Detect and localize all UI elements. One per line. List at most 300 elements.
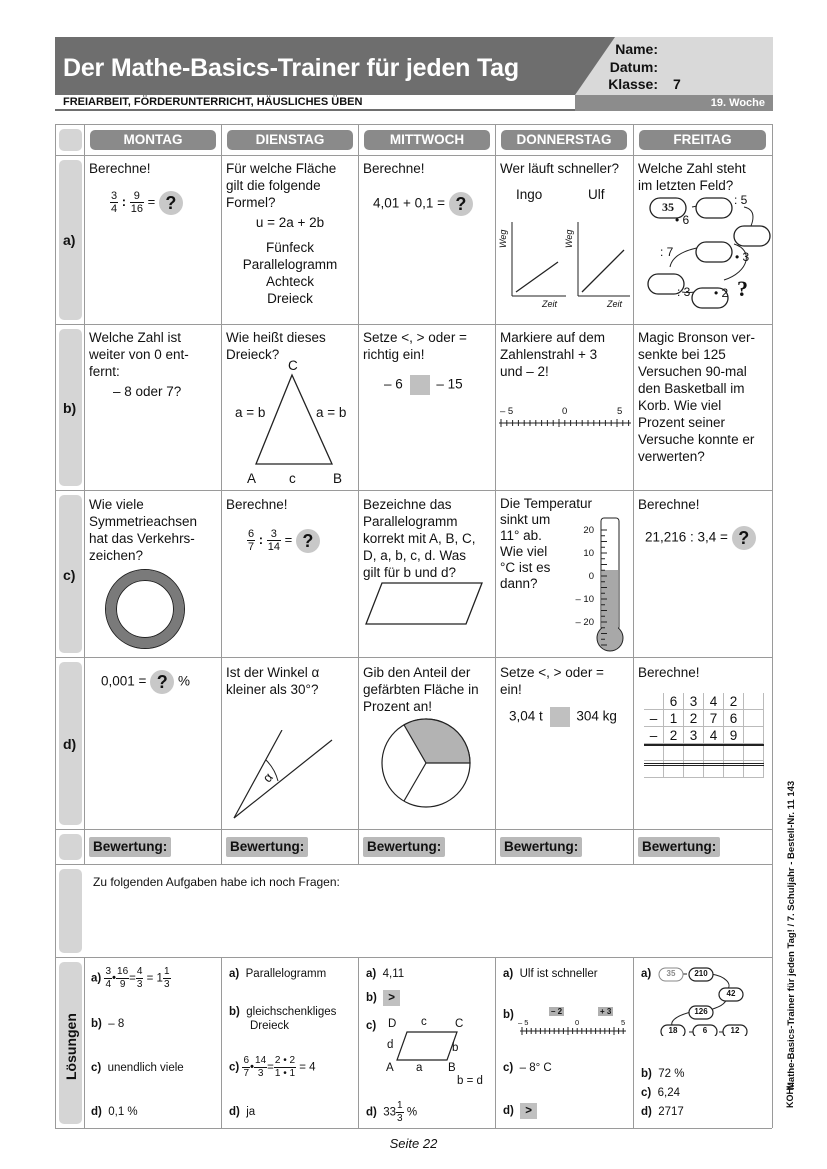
fraction: [242, 1055, 250, 1080]
answer: gleichschenkliges: [246, 1006, 337, 1018]
unit: %: [177, 673, 190, 689]
operator: :: [258, 531, 264, 547]
d-mon-expression: [101, 670, 190, 694]
answer-box[interactable]: [550, 707, 570, 727]
text-line: Magic Bronson ver-: [638, 330, 756, 345]
equals: =: [147, 193, 156, 209]
tick-label: 5: [621, 1018, 626, 1027]
row-label-d: [59, 662, 82, 825]
sol-thu-d: [503, 1103, 537, 1119]
denominator: 3: [397, 1113, 403, 1124]
denominator: 3: [163, 979, 170, 990]
tick-label: 0: [575, 1018, 580, 1027]
denominator: 3: [257, 1068, 264, 1079]
para-label-d: d: [387, 1039, 394, 1051]
text-line: Wie viel: [500, 544, 548, 559]
grid-cell: [744, 727, 764, 744]
text-line: fernt:: [89, 364, 120, 379]
text-line: Welche Zahl ist: [89, 330, 182, 345]
chain-node: 35: [666, 969, 676, 978]
unit: %: [406, 1106, 418, 1119]
row-label-c-text: c): [63, 567, 76, 583]
grid-cell: 4: [704, 727, 724, 744]
a-fri-question: [638, 160, 746, 194]
para-label-A: A: [386, 1062, 394, 1074]
numerator: 6: [243, 1055, 249, 1066]
grid-top: [55, 124, 772, 125]
option: Fünfeck: [265, 240, 315, 255]
fraction: [136, 966, 144, 991]
text-line: Formel?: [226, 195, 276, 210]
a-thu-name-ingo: Ingo: [516, 187, 543, 202]
text-line: 11° ab.: [500, 528, 542, 543]
a-thu-name-ulf: Ulf: [588, 187, 605, 202]
answer: 0,1 %: [108, 1106, 138, 1118]
grid-col: [84, 957, 85, 1128]
text-line: Symmetrieachsen: [89, 514, 198, 529]
text-line: D, a, b, c, d. Was: [363, 548, 467, 563]
text-line: Zahlenstrahl + 3: [500, 347, 598, 362]
label: d): [503, 1105, 514, 1118]
day-header-tuesday: DIENSTAG: [227, 130, 353, 150]
triangle-side-right: a = b: [316, 405, 347, 420]
label: b): [229, 1006, 240, 1018]
questions-area[interactable]: [88, 895, 768, 950]
label: b): [366, 992, 377, 1005]
b-fri-question: [638, 329, 755, 465]
text-line: zeichen?: [89, 548, 144, 563]
subtraction-grid: [644, 693, 768, 775]
denominator: 9: [119, 979, 126, 990]
grid-line: [55, 829, 772, 830]
grid-bottom: [55, 1128, 772, 1129]
grid-cell: 7: [704, 710, 724, 727]
text-line: sinkt um: [500, 512, 551, 527]
grid-line: [55, 490, 772, 491]
a-wed-expression: [373, 192, 473, 216]
grid-cell: 6: [724, 710, 744, 727]
rating-thursday: Bewertung:: [500, 837, 582, 857]
solution-number-line: [518, 1025, 628, 1037]
grid-cell: 2: [664, 727, 684, 744]
row-label-d-text: d): [63, 736, 77, 752]
triangle-vertex-a: A: [247, 471, 257, 486]
label: b): [91, 1018, 102, 1030]
label: d): [229, 1106, 240, 1118]
numerator: 16: [117, 966, 129, 977]
grid-cell: [744, 693, 764, 710]
denominator: 1 • 1: [274, 1068, 296, 1079]
question-mark-icon: ?: [732, 526, 756, 550]
right-value: 304 kg: [576, 708, 617, 724]
left-value: – 6: [384, 376, 403, 392]
tick-label: 5: [617, 406, 623, 417]
right-value: – 15: [436, 376, 463, 392]
sol-thu-c: [503, 1061, 552, 1075]
sol-mon-b: [91, 1017, 124, 1031]
denominator: 16: [130, 203, 143, 215]
sol-wed-a: [366, 967, 404, 981]
row-label-solutions: [59, 962, 82, 1124]
a-mon-title: Berechne!: [89, 161, 151, 176]
text-line: verwerten?: [638, 449, 705, 464]
sol-fri-d: [641, 1105, 684, 1119]
day-header-friday: FREITAG: [639, 130, 766, 150]
question-mark-icon: ?: [449, 192, 473, 216]
denominator: 7: [243, 1068, 249, 1079]
thermo-label: 0: [588, 571, 594, 582]
row-label-b-text: b): [63, 400, 77, 416]
text-line: hat das Verkehrs-: [89, 531, 195, 546]
grid-col: [358, 957, 359, 1128]
option: Dreieck: [267, 291, 313, 306]
tick-label: – 5: [518, 1018, 529, 1027]
text-line: Korb. Wie viel: [638, 398, 722, 413]
grid-right: [772, 124, 773, 1128]
fraction: [247, 528, 255, 553]
sol-fri-b: [641, 1067, 684, 1081]
answer: 4,11: [382, 968, 405, 980]
label: a): [503, 968, 514, 980]
name-label: Name:: [615, 41, 658, 57]
d-wed-question: [363, 664, 479, 715]
label: a): [229, 968, 240, 980]
x-axis-label: Zeit: [542, 299, 558, 309]
answer: 33: [383, 1106, 397, 1119]
grid-cell: 3: [684, 727, 704, 744]
label: c): [91, 1062, 102, 1074]
rating-wednesday: Bewertung:: [363, 837, 445, 857]
thermo-label: – 10: [575, 594, 594, 605]
answer: Parallelogramm: [245, 968, 327, 980]
grid-cell: [644, 744, 664, 761]
fraction: [130, 190, 144, 215]
chain-node: 12: [730, 1026, 740, 1035]
tick-label: – 5: [500, 406, 514, 417]
label: d): [641, 1106, 652, 1118]
left-value: 3,04 t: [509, 708, 543, 724]
numerator: 3: [111, 190, 118, 202]
text-line: Prozent an!: [363, 699, 433, 714]
y-axis-label: Weg: [498, 229, 508, 248]
row-label-a-text: a): [63, 232, 76, 248]
grid-cell: [664, 744, 684, 761]
thermo-label: 20: [583, 525, 594, 536]
text-line: richtig ein!: [363, 347, 425, 362]
text-line: und – 2!: [500, 364, 549, 379]
answer: Ulf ist schneller: [519, 968, 598, 980]
grid-line: [55, 657, 772, 658]
numerator: 9: [130, 190, 144, 203]
row-label-b: [59, 329, 82, 486]
text-line: dann?: [500, 576, 538, 591]
questions-prompt: Zu folgenden Aufgaben habe ich noch Fragen:: [93, 875, 340, 889]
label: a): [91, 972, 102, 985]
a-mon-expression: [110, 190, 183, 215]
grid-cell: 2: [684, 710, 704, 727]
week-badge: 19. Woche: [575, 95, 773, 111]
numerator: 14: [255, 1055, 267, 1066]
question-mark-icon: ?: [159, 191, 183, 215]
label: a): [366, 968, 377, 980]
grid-cell: –: [644, 727, 664, 744]
triangle-vertex-c: C: [288, 358, 298, 373]
text-line: weiter von 0 ent-: [89, 347, 189, 362]
triangle-side-c: c: [289, 471, 296, 486]
answer: 72 %: [658, 1068, 685, 1080]
text-line: Wie viele: [89, 497, 144, 512]
numerator: 1: [163, 966, 170, 977]
text-line: Gib den Anteil der: [363, 665, 471, 680]
pie-diagram: [380, 717, 472, 809]
parallelogram-shape: [364, 580, 494, 628]
text-line: Markiere auf dem: [500, 330, 606, 345]
numerator: 1: [397, 1100, 403, 1111]
fraction: [163, 966, 171, 991]
numerator: 4: [136, 966, 143, 977]
page-title: Der Mathe-Basics-Trainer für jeden Tag: [63, 54, 519, 82]
sol-thu-a: [503, 967, 598, 981]
answer: ja: [246, 1106, 256, 1118]
a-tue-question: [226, 160, 336, 211]
alpha-label: α: [259, 769, 276, 786]
grid-cell: 9: [724, 727, 744, 744]
c-fri-expression: [645, 526, 756, 550]
result: = 1: [146, 972, 163, 985]
answer: 2717: [658, 1106, 684, 1118]
grid-cell: [744, 744, 764, 761]
answer: – 8° C: [519, 1062, 552, 1074]
c-fri-title: Berechne!: [638, 497, 700, 512]
denominator: 4: [105, 979, 111, 990]
day-header-wednesday: MITTWOCH: [364, 130, 490, 150]
traffic-sign-icon: [104, 568, 186, 650]
numerator: 3: [105, 966, 111, 977]
grid-cell: [744, 710, 764, 727]
b-wed-compare: [384, 375, 463, 395]
a-tue-formula: u = 2a + 2b: [255, 215, 325, 230]
grid-cell: 6: [664, 693, 684, 710]
text-line: kleiner als 30°?: [226, 682, 319, 697]
para-label-B: B: [448, 1062, 456, 1074]
question-mark-icon: ?: [296, 529, 320, 553]
chain-node: 6: [702, 1026, 708, 1035]
fraction: [254, 1055, 267, 1080]
text-line: gilt die folgende: [226, 178, 321, 193]
chain-node: 18: [668, 1026, 678, 1035]
label: b): [641, 1068, 652, 1080]
triangle-vertex-b: B: [333, 471, 343, 486]
sol-mon-d: [91, 1105, 138, 1119]
numerator: 2 • 2: [274, 1055, 296, 1066]
sol-wed-d: [366, 1100, 417, 1125]
grid-cell: 2: [724, 693, 744, 710]
answer-box[interactable]: [410, 375, 430, 395]
c-tue-expression: [247, 528, 320, 553]
row-label-bewertung: [59, 834, 82, 860]
text-line: korrekt mit A, B, C,: [363, 531, 476, 546]
chain-op: • 3: [735, 250, 750, 264]
text-line: Setze <, > oder =: [500, 665, 604, 680]
grid-line: [55, 864, 772, 865]
d-fri-title: Berechne!: [638, 665, 700, 680]
klasse-label: Klasse:: [608, 76, 658, 92]
sol-thu-b-label: [503, 1008, 514, 1022]
answer: Dreieck: [250, 1020, 289, 1032]
klasse-value: 7: [673, 76, 681, 92]
datum-label: Datum:: [609, 58, 658, 75]
rating-friday: Bewertung:: [638, 837, 720, 857]
thermo-label: – 20: [575, 617, 594, 628]
d-thu-question: [500, 664, 604, 698]
numerator: 3: [267, 528, 281, 541]
marker-minus-2: – 2: [551, 1007, 563, 1016]
para-label-C: C: [455, 1018, 464, 1030]
y-axis-label: Weg: [564, 229, 574, 248]
sol-wed-b: [366, 990, 400, 1006]
solutions-label: Lösungen: [63, 1013, 79, 1080]
double-line: [644, 763, 764, 766]
chain-node: 210: [694, 969, 708, 978]
page-number: Seite 22: [389, 1136, 438, 1151]
text-line: Parallelogramm: [363, 514, 458, 529]
text-line: Ist der Winkel α: [226, 665, 320, 680]
triangle-side-left: a = b: [235, 405, 266, 420]
option: Achteck: [265, 274, 315, 289]
chain-op: : 5: [734, 193, 748, 207]
b-thu-question: [500, 329, 605, 380]
b-wed-question: [363, 329, 467, 363]
x-axis-label: Zeit: [607, 299, 623, 309]
header-labels: [606, 41, 658, 94]
answer: – 8: [108, 1018, 125, 1030]
operator: :: [121, 193, 127, 209]
b-mon-choice: – 8 oder 7?: [113, 384, 182, 399]
sol-fri-a-label: [641, 967, 651, 981]
numerator: 6: [248, 528, 255, 540]
fraction: [116, 966, 129, 991]
fraction: [396, 1100, 404, 1125]
sol-tue-b: [229, 1005, 336, 1033]
a-wed-title: Berechne!: [363, 161, 425, 176]
text-line: den Basketball im: [638, 381, 745, 396]
label: c): [366, 1020, 377, 1032]
answer: >: [383, 990, 400, 1006]
text-line: °C ist es: [500, 560, 551, 575]
grid-line: [55, 155, 772, 156]
d-tue-question: [226, 664, 319, 698]
chain-node: 42: [726, 989, 736, 998]
number-line: [497, 415, 633, 431]
text-line: senkte bei 125: [638, 347, 726, 362]
fraction: [104, 966, 112, 991]
grid-col: [633, 957, 634, 1128]
grid-col: [358, 124, 359, 864]
text-line: Die Temperatur: [500, 496, 593, 511]
sol-fri-c: [641, 1086, 680, 1100]
para-label-D: D: [388, 1018, 397, 1030]
a-tue-options: [222, 239, 358, 307]
para-label-b: b: [452, 1042, 459, 1054]
c-tue-title: Berechne!: [226, 497, 288, 512]
label: d): [366, 1106, 377, 1119]
label: c): [229, 1061, 240, 1074]
sol-mon-a: a) $\frac{3}{4}$ • $\frac{16}{9}$ = $\frac{4}{3}$ = 1 $\frac{1}{3}$: [91, 966, 170, 990]
grid-cell: [684, 744, 704, 761]
fraction: [110, 190, 118, 215]
grid-col: [221, 957, 222, 1128]
day-header-thursday: DONNERSTAG: [501, 130, 627, 150]
result-line: [644, 744, 764, 746]
expression: 21,216 : 3,4 =: [645, 529, 728, 545]
c-wed-question: [363, 496, 476, 581]
b-tue-question: [226, 329, 326, 363]
row-label-c: [59, 495, 82, 653]
sol-tue-d: [229, 1105, 255, 1119]
label: c): [641, 1087, 652, 1099]
grid-left: [55, 124, 56, 1128]
question-mark-icon: ?: [150, 670, 174, 694]
c-mon-question: [89, 496, 197, 564]
row-label-questions: [59, 869, 82, 953]
denominator: 4: [111, 203, 118, 215]
text-line: Prozent seiner: [638, 415, 726, 430]
grid-cell: [644, 693, 664, 710]
chain-question-mark: ?: [737, 276, 748, 301]
text-line: Für welche Fläche: [226, 161, 337, 176]
grid-cell: [724, 744, 744, 761]
tick-label: 0: [562, 406, 568, 417]
b-mon-question: [89, 329, 189, 380]
para-label-c: c: [421, 1016, 427, 1028]
chain-op: : 7: [660, 245, 674, 259]
thermometer-icon: [592, 515, 628, 655]
chain-op: • 6: [675, 213, 690, 227]
d-thu-compare: [509, 707, 617, 727]
para-note: b = d: [457, 1075, 483, 1087]
denominator: 14: [267, 541, 280, 553]
rating-tuesday: Bewertung:: [226, 837, 308, 857]
subtitle: FREIARBEIT, FÖRDERUNTERRICHT, HÄUSLICHES ÜBEN: [63, 96, 363, 108]
chain-op: : 3: [677, 285, 691, 299]
grid-cell: –: [644, 710, 664, 727]
text-line: Dreieck?: [226, 347, 280, 362]
label: b): [503, 1009, 514, 1021]
corner-tab: [59, 129, 82, 151]
sol-tue-a: [229, 967, 326, 981]
chain-start-value: 35: [662, 200, 674, 214]
fraction: [267, 528, 281, 553]
grid-col: [84, 124, 85, 864]
grid-cell: 3: [684, 693, 704, 710]
answer: >: [520, 1103, 537, 1119]
grid-col: [495, 957, 496, 1128]
denominator: 7: [248, 541, 255, 553]
publisher-logo: KOHL: [785, 1082, 795, 1108]
text-line: im letzten Feld?: [638, 178, 734, 193]
label: c): [503, 1062, 514, 1074]
sol-mon-c: [91, 1061, 184, 1075]
result: = 4: [299, 1061, 316, 1074]
text-line: Wie heißt dieses: [226, 330, 326, 345]
text-line: gilt für b und d?: [363, 565, 457, 580]
denominator: 3: [136, 979, 143, 990]
grid-line: [55, 324, 772, 325]
text-line: Bezeichne das: [363, 497, 452, 512]
row-label-a: [59, 160, 82, 320]
option: Parallelogramm: [242, 257, 338, 272]
grid-cell: [704, 744, 724, 761]
